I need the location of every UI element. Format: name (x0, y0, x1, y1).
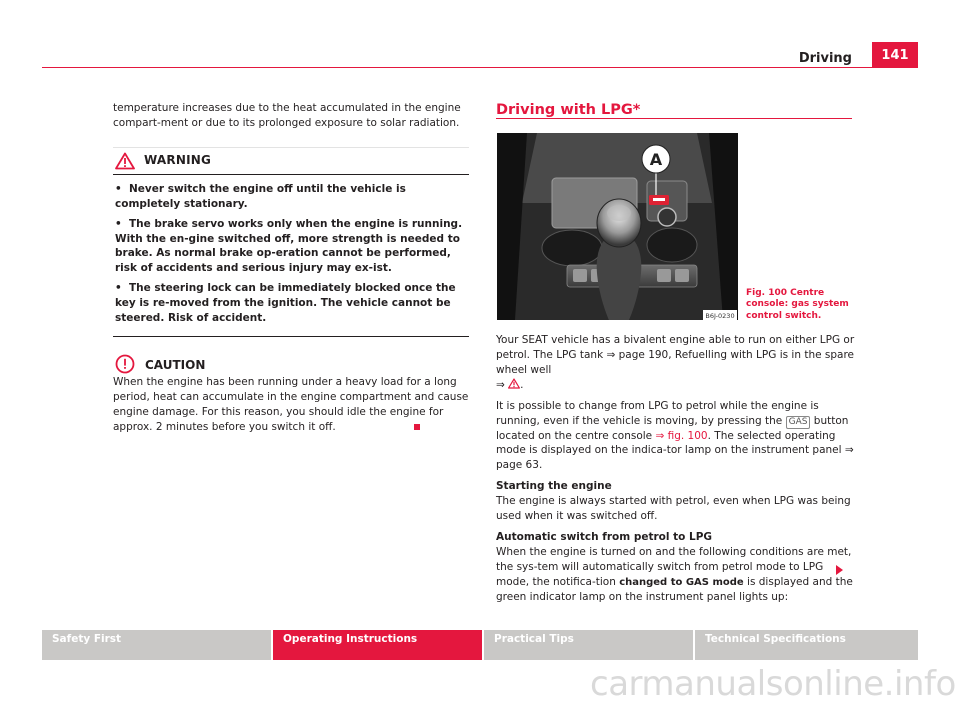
figure-caption: Fig. 100 Centre console: gas system control switch. (746, 288, 849, 321)
tab-safety-first[interactable]: Safety First (42, 630, 271, 660)
warning-title: WARNING (144, 153, 212, 168)
centre-console-illustration (497, 133, 738, 320)
tab-technical-specifications[interactable]: Technical Specifications (695, 630, 918, 660)
figure-100-link[interactable]: ⇒ fig. 100 (655, 429, 708, 442)
bullet-icon: • (115, 282, 122, 295)
watermark: carmanualsonline.info (590, 664, 956, 704)
section-title: Driving with LPG* (496, 102, 641, 118)
caution-text-content: When the engine has been running under a heavy load for a long period, heat can accumulate in the engine compartment and cause engine damage. For this reason, you should idle the engine for approx. 2 minutes before you switch it off. (113, 375, 469, 433)
warning-item (115, 217, 469, 277)
warning-triangle-icon (115, 152, 135, 170)
gas-button-glyph: GAS (786, 416, 811, 429)
caution-text (113, 375, 469, 435)
warning-item-text: The steering lock can be immediately blocked once the key is re-moved from the ignition. The vehicle cannot be steered. Risk of accident. (115, 282, 456, 325)
automatic-switch-text (496, 545, 856, 605)
warning-item (115, 281, 469, 326)
continue-arrow-icon (836, 565, 843, 575)
page-number: 141 (872, 42, 918, 68)
tab-operating-instructions[interactable]: Operating Instructions (273, 630, 482, 660)
switch-mode-paragraph (496, 399, 856, 474)
warning-body (113, 175, 469, 336)
p2-text-c: . The selected operating mode is displayed on the indica-tor lamp on the instrument panel (496, 429, 845, 457)
automatic-switch-heading: Automatic switch from petrol to LPG (496, 530, 713, 543)
refuelling-page-link[interactable]: ⇒ page 190, Refuelling with LPG is in the spare wheel well (496, 348, 855, 376)
footer-tabs (42, 630, 918, 660)
warning-item (115, 182, 469, 212)
bullet-icon: • (115, 182, 122, 195)
auto-text-b: is displayed and the green indicator lamp on the instrument panel lights up: (496, 575, 853, 603)
figure-callout-label: A (649, 150, 663, 169)
figure-code: B6J-0230 (705, 312, 735, 320)
starting-engine-text: The engine is always started with petrol, even when LPG was being used when it was switched off. (496, 495, 851, 523)
section-rule (496, 118, 852, 119)
bullet-icon: • (115, 217, 122, 230)
auto-text-a: When the engine is turned on and the following conditions are met, the sys-tem will automatically switch from petrol mode to LPG mode, the notifica-tion (496, 545, 852, 588)
warning-item-text: The brake servo works only when the engine is running. With the en-gine switched off, more strength is needed to brake. As normal brake op-eration cannot be performed, risk of accidents and serious injury may ex-ist. (115, 217, 463, 275)
tab-practical-tips[interactable]: Practical Tips (484, 630, 693, 660)
centre-console-figure (497, 133, 738, 320)
p1-tail: . (520, 378, 524, 391)
lpg-intro-paragraph (496, 333, 856, 393)
page-63-link[interactable]: ⇒ page 63 (496, 444, 854, 472)
caution-header (113, 353, 469, 375)
warning-box (113, 147, 469, 337)
right-column (496, 333, 856, 611)
left-column (113, 101, 469, 435)
p2-text-b: button located on the centre console (496, 414, 849, 442)
caution-title: CAUTION (145, 358, 206, 373)
lpg-intro-text: Your SEAT vehicle has a bivalent engine able to run on either LPG or petrol. The LPG tank (496, 334, 855, 361)
warning-ref-arrow: ⇒ (496, 378, 505, 391)
p2-text-a: It is possible to change from LPG to petrol while the engine is running, even if the vehicle is moving, by pressing the (496, 399, 819, 427)
warning-ref-icon[interactable] (508, 378, 520, 389)
caution-exclamation-icon (115, 354, 135, 374)
header-title: Driving (798, 51, 852, 66)
header-rule (42, 67, 918, 68)
p2-text-d: . (538, 459, 543, 472)
warning-header (113, 148, 469, 175)
section-end-icon (414, 424, 420, 430)
starting-engine-heading: Starting the engine (496, 480, 612, 493)
gas-mode-notification: changed to GAS mode (619, 576, 744, 588)
intro-paragraph: temperature increases due to the heat accumulated in the engine compart-ment or due to its prolonged exposure to solar radiation. (113, 102, 461, 129)
warning-item-text: Never switch the engine off until the vehicle is completely stationary. (115, 182, 406, 210)
